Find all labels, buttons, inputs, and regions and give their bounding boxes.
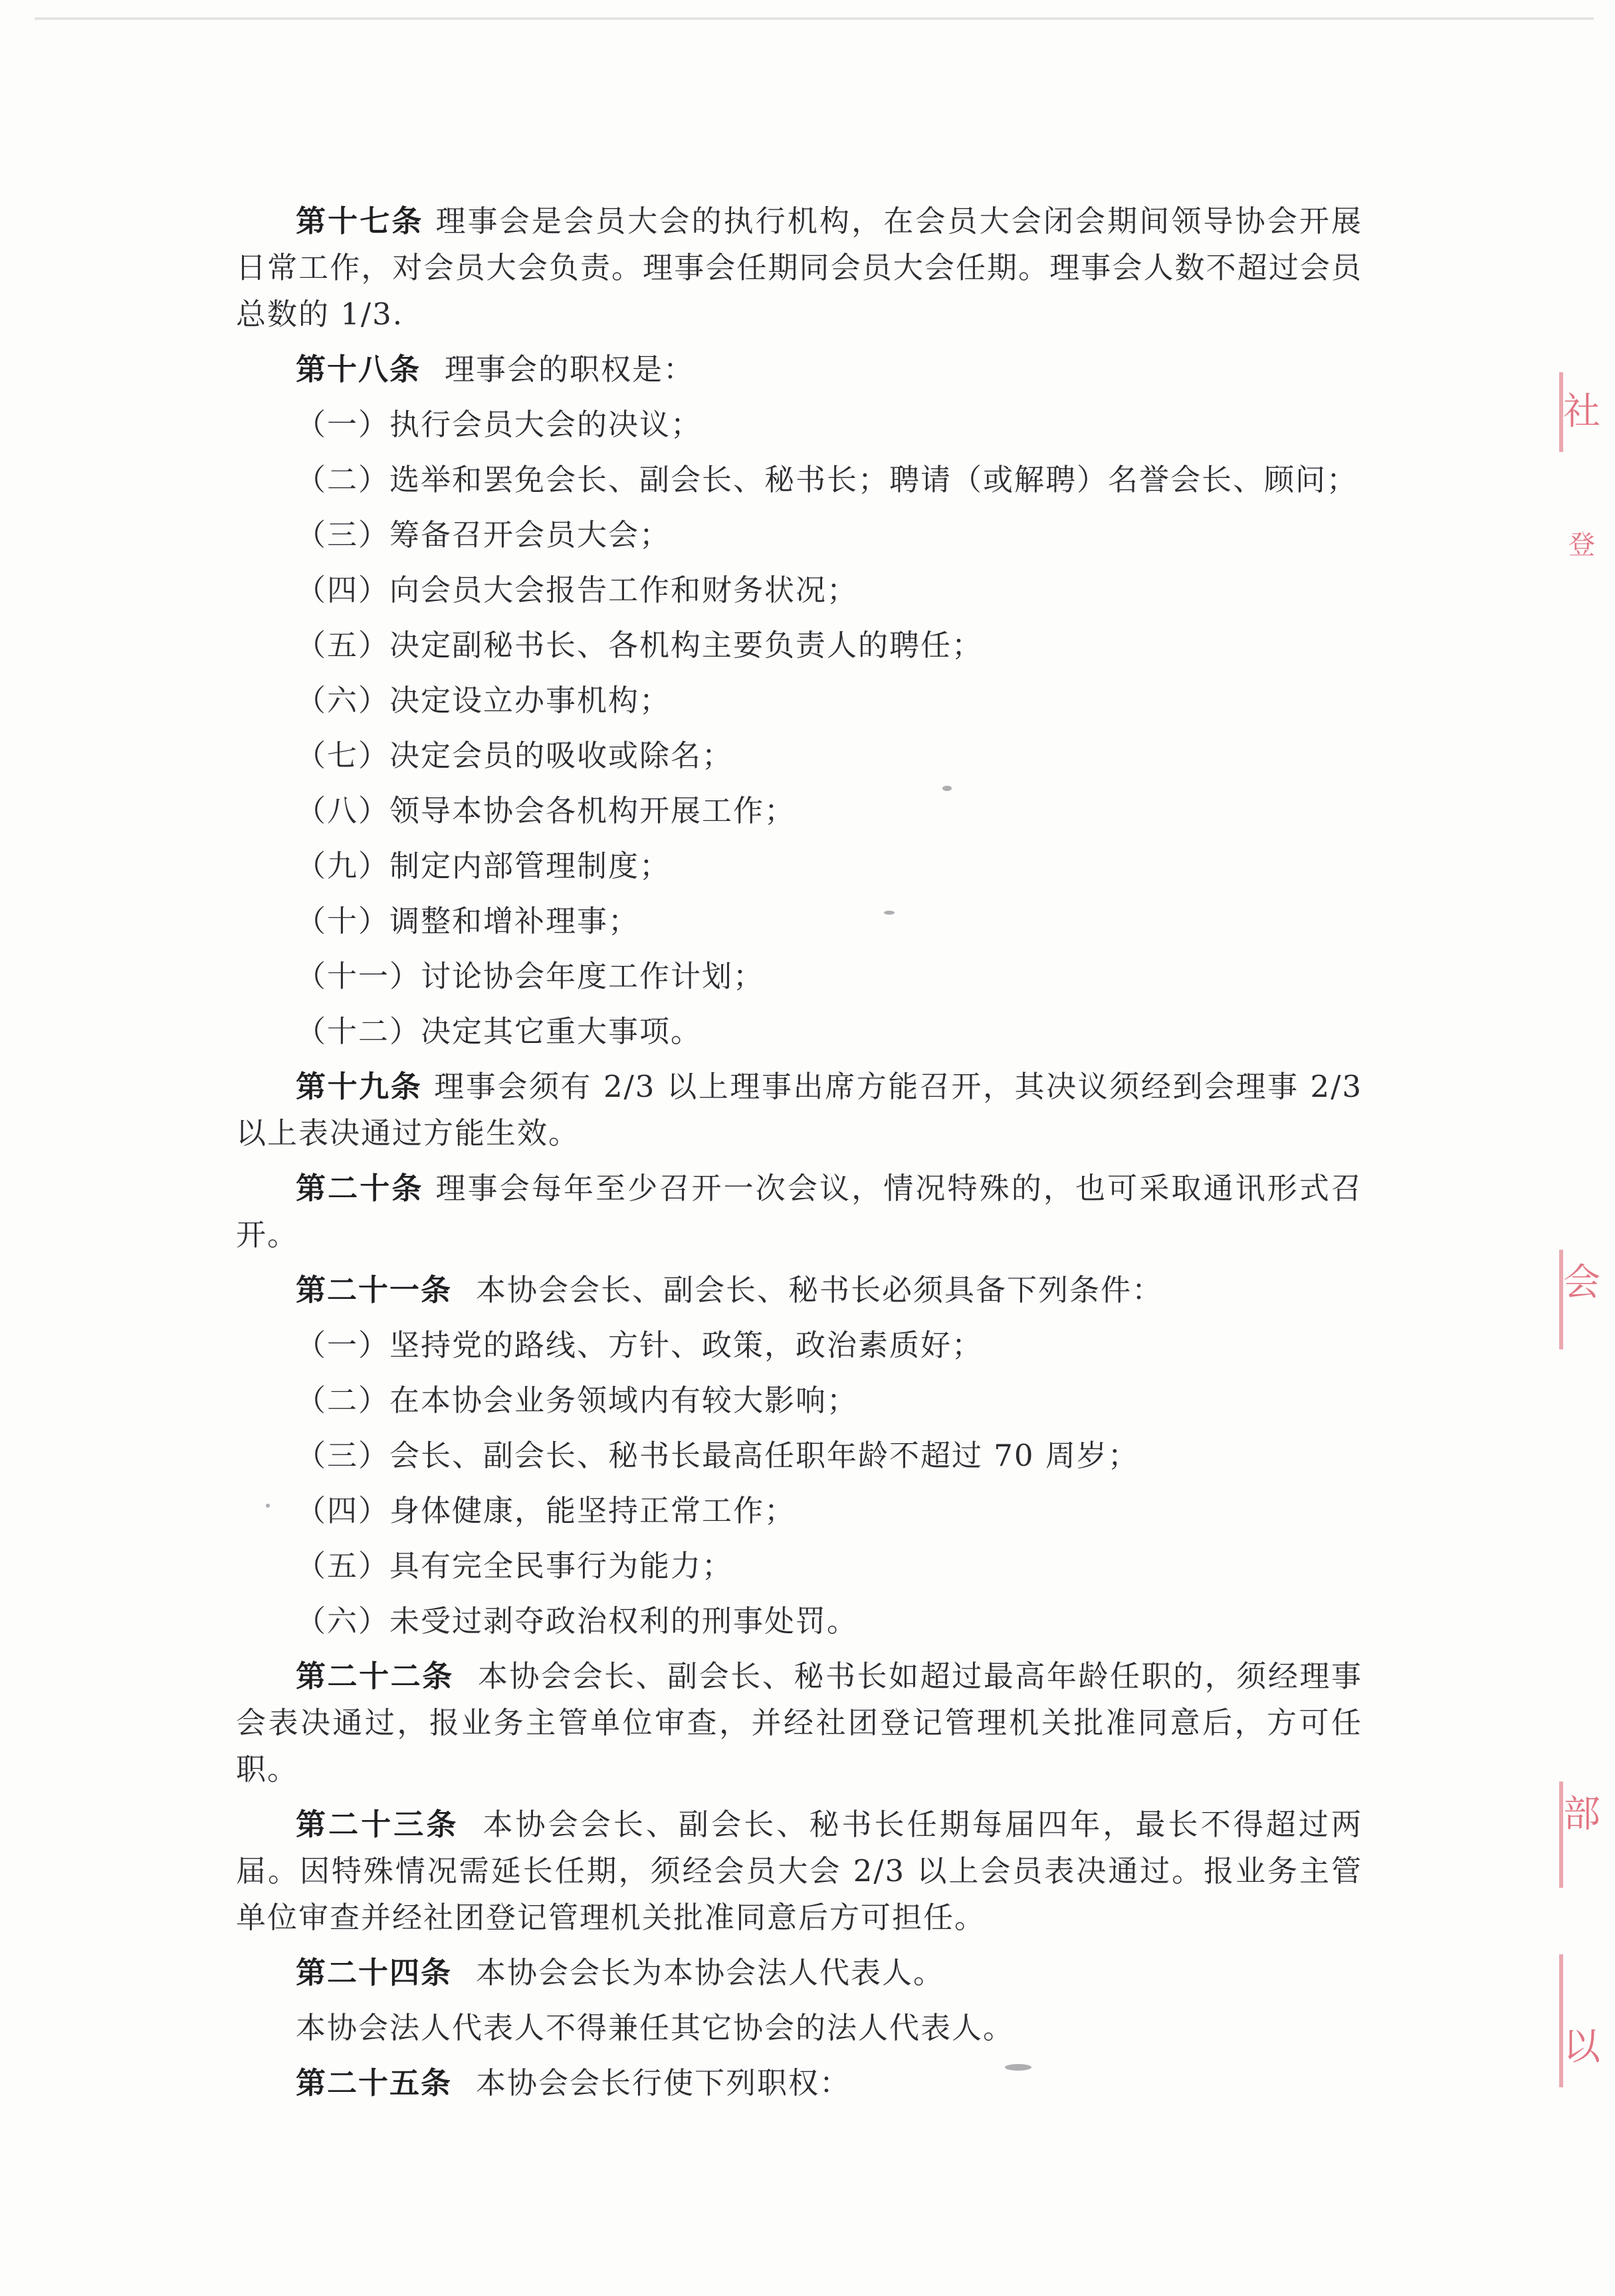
list-item-text: （三）会长、副会长、秘书长最高任职年龄不超过 70 周岁； <box>296 1438 1139 1473</box>
plain-paragraph <box>236 2005 1362 2051</box>
article-23 <box>236 1801 1362 1941</box>
list-item <box>236 677 1362 724</box>
list-item <box>236 1322 1362 1369</box>
scan-speck <box>266 1504 270 1508</box>
scan-speck <box>942 786 952 791</box>
list-item-text: （一）执行会员大会的决议； <box>296 407 702 442</box>
list-item-text: （二）在本协会业务领域内有较大影响； <box>296 1383 859 1418</box>
article-25 <box>236 2060 1362 2107</box>
scan-speck <box>884 911 895 915</box>
list-item <box>236 1433 1362 1479</box>
article-text: 本协会会长行使下列职权： <box>476 2065 851 2101</box>
paragraph-text: 本协会法人代表人不得兼任其它协会的法人代表人。 <box>296 2010 1015 2045</box>
list-item-text: （四）向会员大会报告工作和财务状况； <box>296 572 859 608</box>
article-number: 第二十四条 <box>296 1955 453 1990</box>
article-number: 第十九条 <box>296 1069 423 1104</box>
article-text: 本协会会长、副会长、秘书长如超过最高年龄任职的，须经理事会表决通过，报业务主管单位审查，并经社团登记管理机关批准同意后，方可任职。 <box>236 1659 1362 1787</box>
seal-fragment: 社 <box>1563 390 1600 433</box>
list-item <box>236 1598 1362 1645</box>
list-item-text: （四）身体健康，能坚持正常工作； <box>296 1493 796 1528</box>
seal-fragment: 以 <box>1563 2025 1600 2069</box>
article-24 <box>236 1950 1362 1996</box>
scan-speck <box>1005 2064 1031 2071</box>
article-number: 第二十三条 <box>296 1807 459 1842</box>
list-item <box>236 733 1362 779</box>
article-21 <box>236 1267 1362 1314</box>
article-text: 理事会是会员大会的执行机构，在会员大会闭会期间领导协会开展日常工作，对会员大会负责。理事会任期同会员大会任期。理事会人数不超过会员总数的 1/3. <box>236 203 1362 332</box>
list-item-text: （十二）决定其它重大事项。 <box>296 1014 702 1049</box>
list-item-text: （一）坚持党的路线、方针、政策，政治素质好； <box>296 1327 984 1363</box>
list-item-text: （十）调整和增补理事； <box>296 903 640 939</box>
article-text: 理事会须有 2/3 以上理事出席方能召开，其决议须经到会理事 2/3 以上表决通过方能生效。 <box>236 1069 1362 1151</box>
list-item-text: （五）决定副秘书长、各机构主要负责人的聘任； <box>296 628 984 663</box>
seal-fragment: 部 <box>1563 1793 1600 1836</box>
seal-fragment: 会 <box>1563 1261 1600 1304</box>
list-item-text: （十一）讨论协会年度工作计划； <box>296 959 765 994</box>
list-item <box>236 1543 1362 1589</box>
list-item <box>236 898 1362 945</box>
article-number: 第二十一条 <box>296 1272 453 1308</box>
article-19 <box>236 1064 1362 1157</box>
article-number: 第二十二条 <box>296 1659 454 1694</box>
seal-fragment: 登 <box>1568 530 1595 560</box>
article-number: 第二十五条 <box>296 2065 453 2101</box>
list-item-text: （七）决定会员的吸收或除名； <box>296 738 734 773</box>
list-item <box>236 788 1362 834</box>
article-text: 理事会的职权是： <box>445 352 695 387</box>
list-item-text: （六）未受过剥夺政治权利的刑事处罚。 <box>296 1603 859 1639</box>
list-item <box>236 622 1362 669</box>
article-17 <box>236 198 1362 338</box>
article-number: 第十八条 <box>296 352 421 387</box>
article-text: 本协会会长为本协会法人代表人。 <box>476 1955 945 1990</box>
list-item <box>236 567 1362 614</box>
list-item <box>236 1377 1362 1424</box>
list-item <box>236 402 1362 448</box>
article-18 <box>236 346 1362 393</box>
list-item <box>236 1008 1362 1055</box>
article-text: 本协会会长、副会长、秘书长必须具备下列条件： <box>476 1272 1164 1308</box>
list-item-text: （二）选举和罢免会长、副会长、秘书长；聘请（或解聘）名誉会长、顾问； <box>296 462 1358 497</box>
article-number: 第二十条 <box>296 1171 424 1206</box>
list-item-text: （三）筹备召开会员大会； <box>296 517 671 552</box>
article-text: 本协会会长、副会长、秘书长任期每届四年，最长不得超过两届。因特殊情况需延长任期，须经会员大会 2/3 以上会员表决通过。报业务主管单位审查并经社团登记管理机关批准同意后方可担任。 <box>236 1807 1362 1935</box>
list-item <box>236 1488 1362 1534</box>
list-item-text: （五）具有完全民事行为能力； <box>296 1548 734 1583</box>
article-number: 第十七条 <box>296 203 424 239</box>
list-item <box>236 512 1362 558</box>
list-item <box>236 953 1362 1000</box>
list-item-text: （六）决定设立办事机构； <box>296 683 671 718</box>
article-20 <box>236 1165 1362 1258</box>
article-22 <box>236 1653 1362 1793</box>
list-item <box>236 843 1362 889</box>
scan-top-edge <box>35 17 1594 20</box>
list-item-text: （八）领导本协会各机构开展工作； <box>296 793 796 828</box>
document-body <box>236 198 1362 2115</box>
list-item-text: （九）制定内部管理制度； <box>296 848 671 883</box>
list-item <box>236 457 1362 503</box>
article-text: 理事会每年至少召开一次会议，情况特殊的，也可采取通讯形式召开。 <box>236 1171 1362 1252</box>
